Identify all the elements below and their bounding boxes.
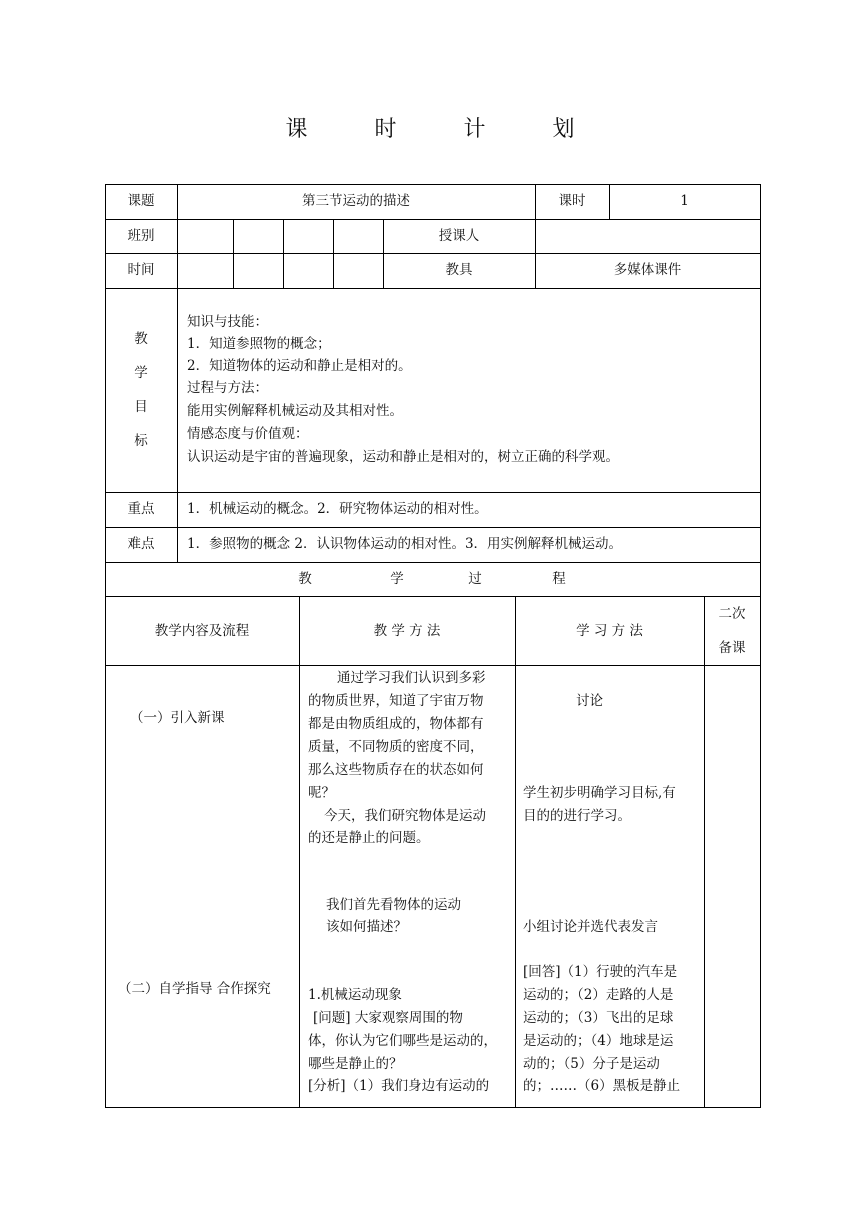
topic-label: 课题 [127, 193, 155, 209]
difficulties-label: 难点 [127, 536, 155, 552]
goals-line: 2．知道物体的运动和静止是相对的。 [187, 358, 412, 374]
method-line: [分析]（1）我们身边有运动的 [308, 1078, 490, 1094]
period-label: 课时 [558, 193, 586, 209]
col-header-method: 教 学 方 法 [373, 623, 441, 639]
class-label: 班别 [127, 228, 155, 244]
col-header-notes-2: 备课 [718, 640, 746, 656]
goals-line: 过程与方法： [187, 380, 268, 396]
goals-line: 1．知道参照物的概念； [187, 336, 331, 352]
tools-value: 多媒体课件 [613, 262, 682, 278]
learning-line: 目的的进行学习。 [523, 808, 631, 824]
section-intro: （一）引入新课 [130, 710, 225, 726]
teacher-label: 授课人 [438, 228, 480, 244]
method-line: 该如何描述？ [326, 919, 407, 935]
col-header-learning: 学 习 方 法 [576, 623, 643, 639]
goals-line: 知识与技能： [187, 314, 268, 330]
section-self-study: （二）自学指导 合作探究 [118, 981, 271, 997]
topic-value: 第三节运动的描述 [302, 193, 410, 209]
learning-discuss: 讨论 [576, 693, 603, 709]
learning-group: 小组讨论并选代表发言 [523, 919, 658, 935]
col-header-notes: 二次 [718, 606, 746, 622]
col-header-content: 教学内容及流程 [154, 623, 250, 639]
method-line: 的还是静止的问题。 [308, 830, 430, 846]
goals-line: 能用实例解释机械运动及其相对性。 [187, 403, 403, 419]
tools-label: 教具 [445, 262, 473, 278]
goals-line: 认识运动是宇宙的普遍现象，运动和静止是相对的，树立正确的科学观。 [187, 449, 619, 465]
page-title: 课 时 计 划 [285, 117, 605, 142]
key-points-value: 1．机械运动的概念。2．研究物体运动的相对性。 [187, 501, 488, 517]
learning-line: 的；……（6）黑板是静止 [523, 1078, 681, 1094]
period-value: 1 [680, 193, 689, 209]
goals-label-char: 标 [134, 433, 148, 449]
difficulties-value: 1．参照物的概念 2．认识物体运动的相对性。3．用实例解释机械运动。 [187, 536, 623, 552]
process-heading-char: 程 [552, 571, 566, 587]
goals-line: 情感态度与价值观： [187, 426, 309, 442]
time-label: 时间 [127, 262, 155, 278]
key-points-label: 重点 [127, 501, 155, 517]
